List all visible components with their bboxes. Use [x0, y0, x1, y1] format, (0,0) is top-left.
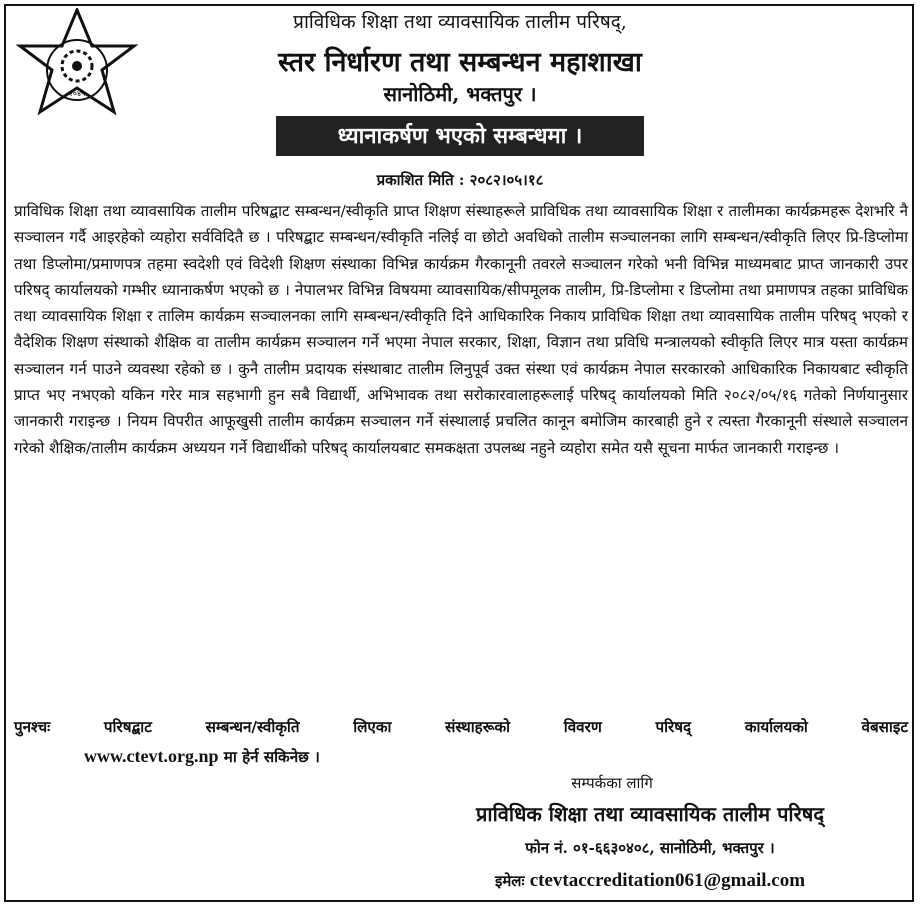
ctevt-emblem-icon [12, 8, 142, 133]
contact-email-line [405, 870, 895, 892]
postscript-line1 [14, 713, 908, 742]
note-suffix: मा हेर्न सकिनेछ । [218, 748, 320, 766]
note-word: परिषद् [655, 718, 692, 736]
note-word: लिएका [353, 718, 392, 736]
note-word: वेबसाइट [861, 718, 908, 736]
email-label: इमेलः [494, 872, 530, 890]
contact-org: प्राविधिक शिक्षा तथा व्यावसायिक तालीम परिषद् [476, 802, 824, 826]
address-line: सानोठिमी, भक्तपुर । [383, 82, 537, 106]
emblem-year: २०४५ [68, 89, 86, 98]
published-date: प्रकाशित मिति : २०८२।०५।१८ [376, 171, 544, 189]
website-link[interactable]: www.ctevt.org.np [84, 746, 219, 766]
note-word: परिषद्बाट [103, 718, 152, 736]
note-word: संस्थाहरूको [445, 718, 511, 736]
notice-body: प्राविधिक शिक्षा तथा व्यावसायिक तालीम परिषद्बाट सम्बन्धन/स्वीकृति प्राप्त शिक्षण संस्थाहरूले प्राविधिक तथा व्यावसायिक शिक्षा र तालीमका कार्यक्रमहरू देशभरि नै सञ्चालन गर्दै आइरहेको व्यहोरा सर्वविदितै छ । परिषद्बाट सम्बन्धन/स्वीकृति नलिई वा छोटो अवधिको तालीम सञ्चालनका लागि सम्बन्धन/स्वीकृति लिएर प्रि-डिप्लोमा तथा डिप्लोमा/प्रमाणपत्र तहमा स्वदेशी एवं विदेशी शिक्षण संस्थाका विभिन्न कार्यक्रम गैरकानूनी तवरले सञ्चालन गरेको भनी विभिन्न माध्यमबाट प्राप्त जानकारी उपर परिषद् कार्यालयको गम्भीर ध्यानाकर्षण भएको छ । नेपालभर विभिन्न विषयमा व्यावसायिक/सीपमूलक तालीम, प्रि-डिप्लोमा र डिप्लोमा तथा प्रमाणपत्र तहका प्राविधिक तथा व्यावसायिक शिक्षा र तालिम कार्यक्रम सञ्चालनका लागि सम्बन्धन/स्वीकृति दिने आधिकारिक निकाय प्राविधिक शिक्षा तथा व्यावसायिक तालीम परिषद् भएको र वैदेशिक शिक्षण संस्थाको शैक्षिक वा तालीम कार्यक्रम सञ्चालन गर्ने भएमा नेपाल सरकार, शिक्षा, विज्ञान तथा प्रविधि मन्त्रालयको स्वीकृति लिएर मात्र यस्ता कार्यक्रम सञ्चालन गर्न पाउने व्यवस्था रहेको छ । कुनै तालीम प्रदायक संस्थाबाट तालीम लिनुपूर्व उक्त संस्था एवं कार्यक्रम नेपाल सरकारको आधिकारिक निकायबाट स्वीकृति प्राप्त भए नभएको यकिन गरेर मात्र सहभागी हुन सबै विद्यार्थी, अभिभावक तथा सरोकारवालाहरूलाई परिषद् कार्यालयको मिति २०८२/०५/१६ गतेको निर्णयानुसार जानकारी गराइन्छ । नियम विपरीत आफूखुसी तालीम कार्यक्रम सञ्चालन गर्ने संस्थालाई प्रचलित कानून बमोजिम कारबाही हुने र त्यस्ता गैरकानूनी संस्थाले सञ्चालन गरेको शैक्षिक/तालीम कार्यक्रम अध्ययन गर्ने विद्यार्थीको परिषद् कार्यालयबाट समकक्षता उपलब्ध नहुने व्यहोरा समेत यसै सूचना मार्फत जानकारी गराइन्छ । [14, 202, 908, 457]
contact-label: सम्पर्कका लागि [571, 774, 653, 792]
postscript-line2 [14, 742, 908, 772]
note-word: विवरण [563, 718, 602, 736]
postscript [14, 713, 908, 772]
council-name: प्राविधिक शिक्षा तथा व्यावसायिक तालीम परिषद्, [293, 11, 627, 33]
division-name: स्तर निर्धारण तथा सम्बन्धन महाशाखा [278, 47, 642, 78]
note-word: सम्बन्धन/स्वीकृति [205, 718, 300, 736]
note-word: कार्यालयको [744, 718, 808, 736]
notice-title-banner: ध्यानाकर्षण भएको सम्बन्धमा । [276, 116, 644, 156]
email-address[interactable]: ctevtaccreditation061@gmail.com [529, 870, 806, 891]
note-word: पुनश्चः [14, 718, 51, 736]
contact-phone: फोन नं. ०१-६६३०४०८, सानोठिमी, भक्तपुर । [525, 839, 775, 857]
